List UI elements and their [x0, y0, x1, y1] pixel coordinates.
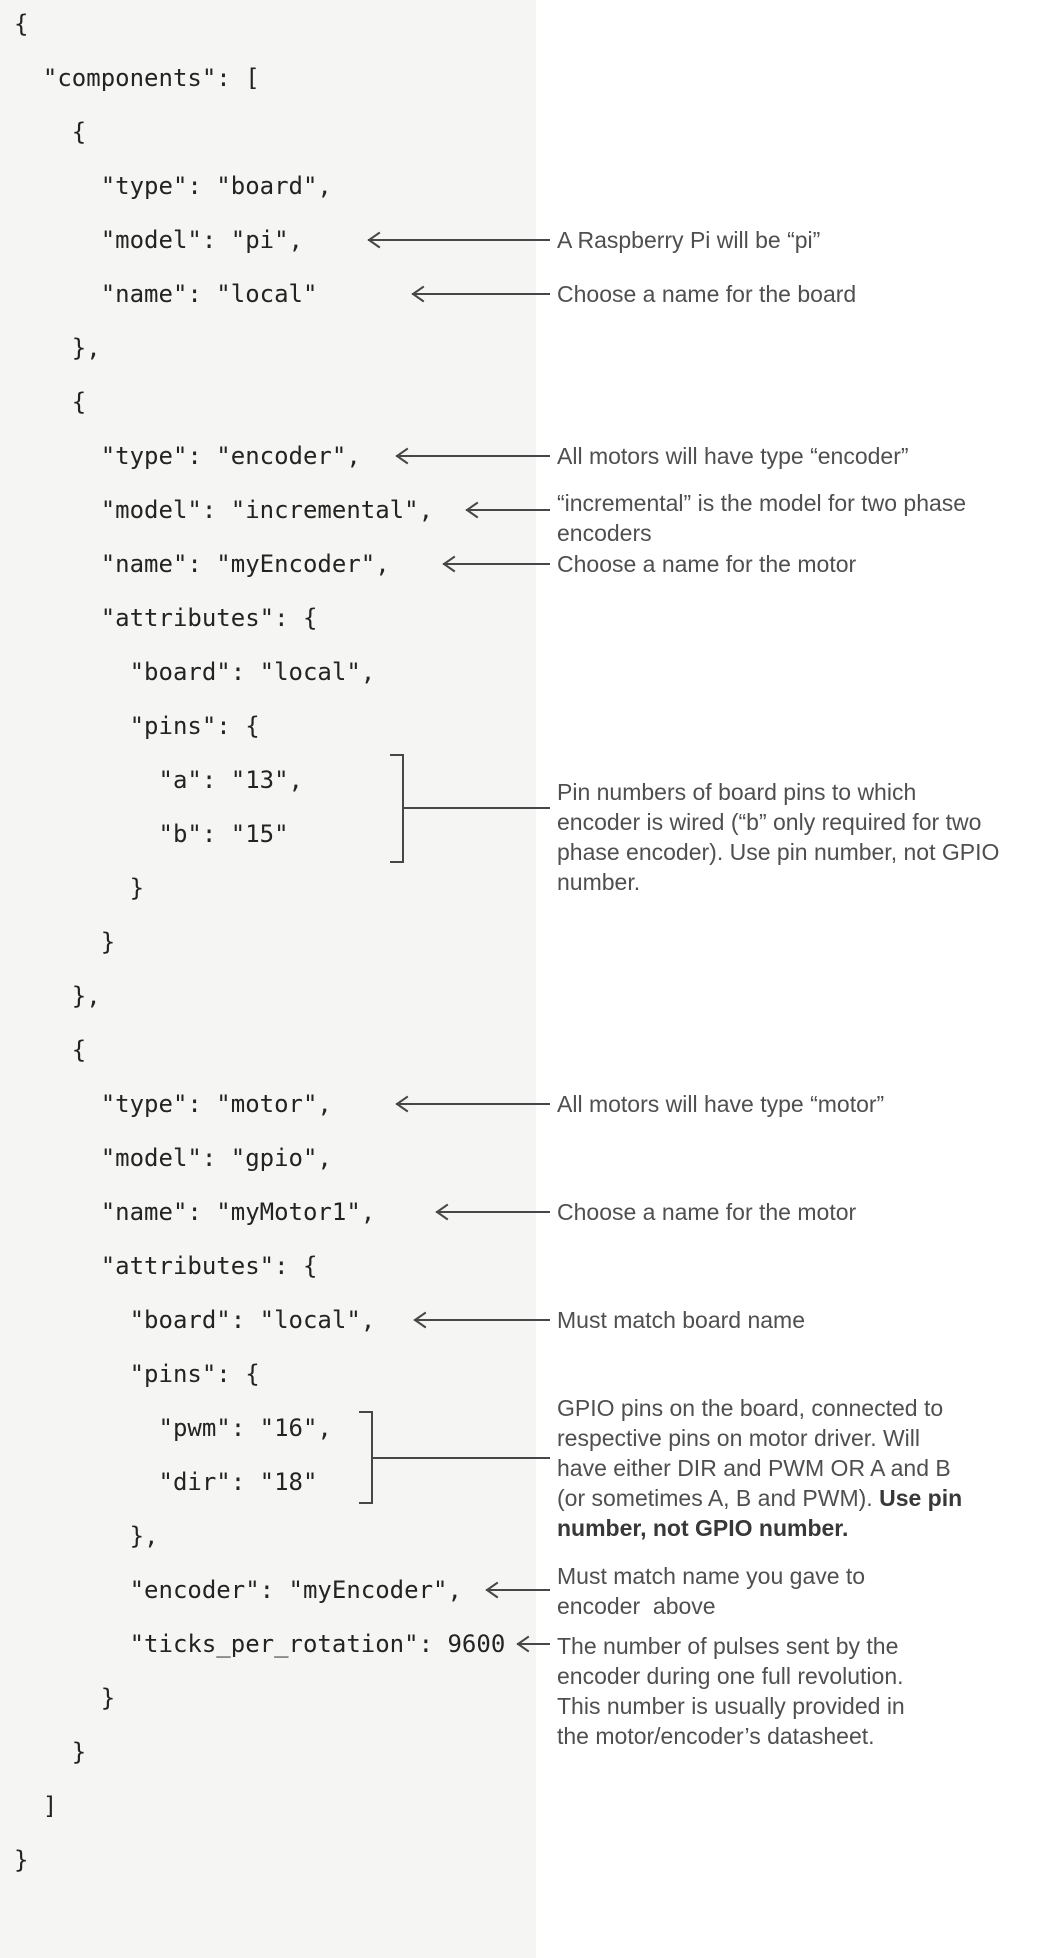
annotation-encoder-type — [557, 441, 1057, 471]
code-line: "ticks_per_rotation": 9600 — [14, 1630, 506, 1658]
annotation-line — [557, 1631, 1057, 1661]
annotation-motor-pins — [557, 1393, 1057, 1543]
code-line: "name": "local" — [14, 280, 318, 308]
code-line: "name": "myMotor1", — [14, 1198, 376, 1226]
annotation-board-match — [557, 1305, 1057, 1335]
annotation-text: All motors will have type “motor” — [557, 1091, 885, 1117]
code-line: "a": "13", — [14, 766, 303, 794]
annotation-line — [557, 549, 1057, 579]
annotation-text: Choose a name for the motor — [557, 551, 857, 577]
annotation-text: encoder is wired (“b” only required for two — [557, 809, 982, 835]
annotation-line — [557, 1393, 1057, 1423]
annotation-text: All motors will have type “encoder” — [557, 443, 909, 469]
annotation-encoder-match — [557, 1561, 1057, 1621]
annotation-line — [557, 441, 1057, 471]
code-line: "board": "local", — [14, 658, 376, 686]
annotation-text: (or sometimes A, B and PWM). — [557, 1485, 880, 1511]
code-line: } — [14, 874, 145, 902]
code-line: } — [14, 928, 116, 956]
annotation-encoder-name — [557, 549, 1057, 579]
code-line: "model": "incremental", — [14, 496, 434, 524]
annotation-line — [557, 837, 1057, 867]
annotation-text: encoder above — [557, 1593, 716, 1619]
code-line: { — [14, 1036, 87, 1064]
annotation-text: Must match name you gave to — [557, 1563, 866, 1589]
annotation-text: respective pins on motor driver. Will — [557, 1425, 921, 1451]
annotation-line — [557, 1561, 1057, 1591]
annotation-incremental-model — [557, 488, 1057, 548]
annotation-line — [557, 1661, 1057, 1691]
code-line: ] — [14, 1792, 58, 1820]
annotation-line — [557, 1721, 1057, 1751]
json-code-block — [14, 0, 505, 1887]
code-line: "board": "local", — [14, 1306, 376, 1334]
annotation-motor-type — [557, 1089, 1057, 1119]
annotation-text: encoder during one full revolution. — [557, 1663, 904, 1689]
code-line: "b": "15" — [14, 820, 289, 848]
code-line: "model": "gpio", — [14, 1144, 332, 1172]
annotation-line — [557, 518, 1057, 548]
code-line: "model": "pi", — [14, 226, 303, 254]
code-line: "components": [ — [14, 64, 260, 92]
code-line: "type": "board", — [14, 172, 332, 200]
annotation-text: number. — [557, 869, 641, 895]
code-line: { — [14, 118, 87, 146]
annotation-text: The number of pulses sent by the — [557, 1633, 899, 1659]
code-line: } — [14, 1738, 87, 1766]
annotation-line — [557, 1453, 1057, 1483]
annotation-board-name — [557, 279, 1057, 309]
annotation-line — [557, 225, 1057, 255]
annotation-text: have either DIR and PWM OR A and B — [557, 1455, 951, 1481]
code-line: }, — [14, 334, 101, 362]
annotation-bold-text: number, not GPIO number. — [557, 1515, 849, 1541]
annotation-text: Pin numbers of board pins to which — [557, 779, 917, 805]
annotation-encoder-pins — [557, 777, 1057, 897]
annotation-line — [557, 1691, 1057, 1721]
code-line: }, — [14, 1522, 159, 1550]
annotation-text: “incremental” is the model for two phase — [557, 490, 967, 516]
code-line: { — [14, 388, 87, 416]
annotation-line — [557, 1305, 1057, 1335]
code-line: "attributes": { — [14, 1252, 318, 1280]
annotation-ticks-per-rotation — [557, 1631, 1057, 1751]
annotation-line — [557, 867, 1057, 897]
annotation-text: This number is usually provided in — [557, 1693, 905, 1719]
annotation-motor-name — [557, 1197, 1057, 1227]
code-line: } — [14, 1846, 29, 1874]
annotation-line — [557, 1483, 1057, 1513]
code-line: "pins": { — [14, 712, 260, 740]
annotation-line — [557, 1513, 1057, 1543]
annotation-bold-text: Use pin — [879, 1485, 963, 1511]
code-line: "pins": { — [14, 1360, 260, 1388]
annotation-line — [557, 279, 1057, 309]
annotation-text: Must match board name — [557, 1307, 806, 1333]
code-line: { — [14, 10, 29, 38]
annotation-line — [557, 777, 1057, 807]
annotation-text: the motor/encoder’s datasheet. — [557, 1723, 875, 1749]
annotation-text: phase encoder). Use pin number, not GPIO — [557, 839, 1000, 865]
code-line: "type": "motor", — [14, 1090, 332, 1118]
annotation-line — [557, 488, 1057, 518]
code-line: } — [14, 1684, 116, 1712]
annotation-text: Choose a name for the motor — [557, 1199, 857, 1225]
code-line: "pwm": "16", — [14, 1414, 332, 1442]
code-line: "encoder": "myEncoder", — [14, 1576, 462, 1604]
annotation-line — [557, 1591, 1057, 1621]
annotation-text: encoders — [557, 520, 652, 546]
code-line: "dir": "18" — [14, 1468, 318, 1496]
code-line: }, — [14, 982, 101, 1010]
code-line: "attributes": { — [14, 604, 318, 632]
annotation-line — [557, 1197, 1057, 1227]
annotation-line — [557, 807, 1057, 837]
code-line: "type": "encoder", — [14, 442, 361, 470]
annotation-line — [557, 1089, 1057, 1119]
annotation-text: GPIO pins on the board, connected to — [557, 1395, 944, 1421]
annotation-text: A Raspberry Pi will be “pi” — [557, 227, 821, 253]
annotation-model-pi — [557, 225, 1057, 255]
annotation-text: Choose a name for the board — [557, 281, 857, 307]
code-line: "name": "myEncoder", — [14, 550, 390, 578]
annotation-line — [557, 1423, 1057, 1453]
